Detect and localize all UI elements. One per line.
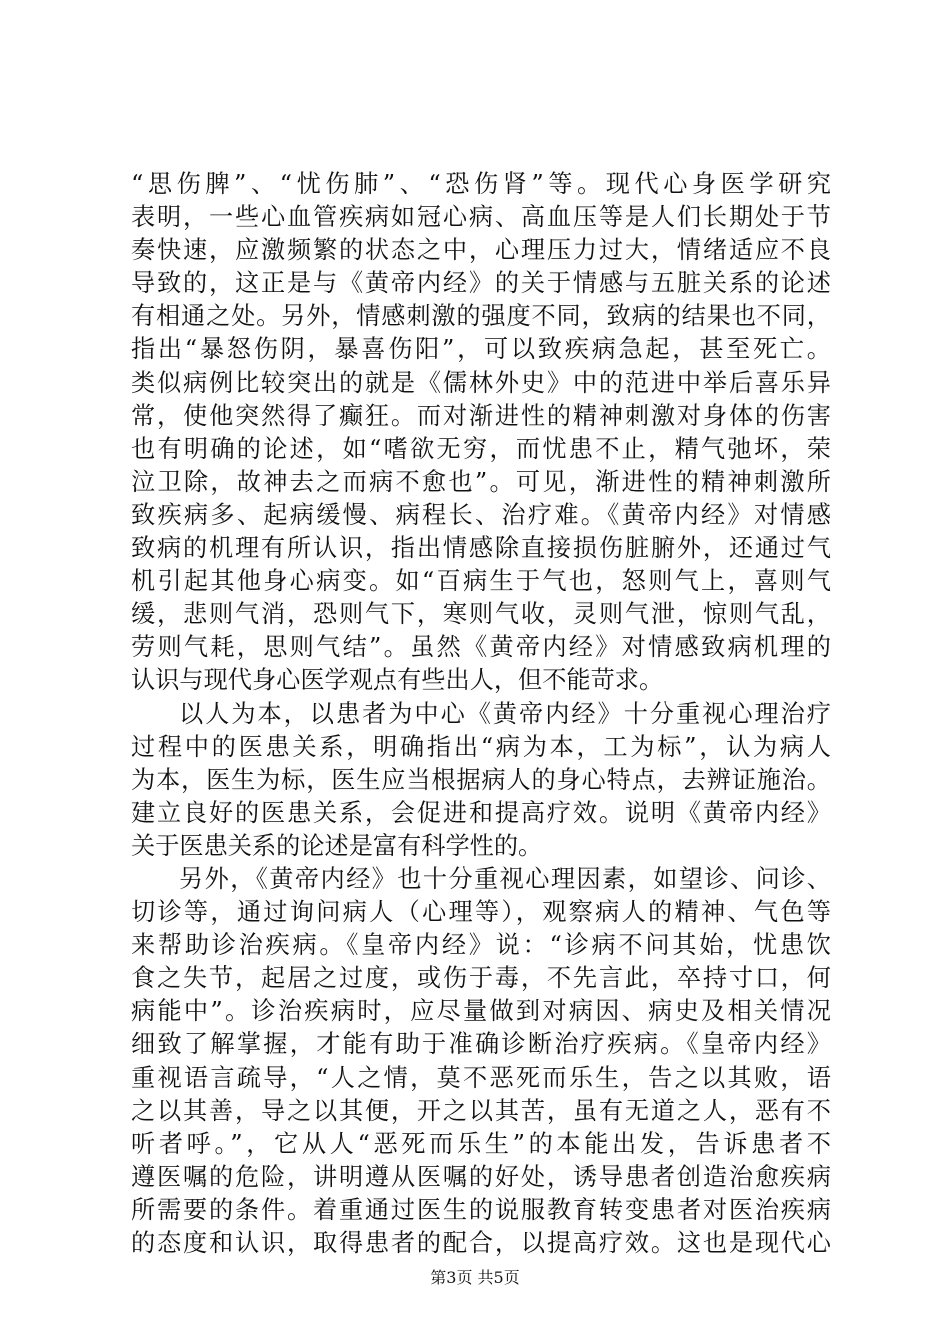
paragraph: [131, 168, 831, 698]
text-line: 关于医患关系的论述是富有科学性的。: [131, 831, 543, 860]
text-line: 听者呼。”，它从人“恶死而乐生”的本能出发，告诉患者不: [131, 1129, 831, 1158]
text-line: 有相通之处。另外，情感刺激的强度不同，致病的结果也不同，: [131, 302, 831, 331]
text-line: 也有明确的论述，如“嗜欲无穷，而忧患不止，精气弛坏，荣: [131, 434, 831, 463]
text-line: 导致的，这正是与《黄帝内经》的关于情感与五脏关系的论述: [131, 269, 831, 298]
text-line: 过程中的医患关系，明确指出“病为本，工为标”，认为病人: [131, 732, 831, 761]
text-line: 所需要的条件。着重通过医生的说服教育转变患者对医治疾病: [131, 1195, 831, 1224]
text-line: 建立良好的医患关系，会促进和提高疗效。说明《黄帝内经》: [131, 798, 831, 827]
text-line: 类似病例比较突出的就是《儒林外史》中的范进中举后喜乐异: [131, 368, 831, 397]
text-line: 泣卫除，故神去之而病不愈也”。可见，渐进性的精神刺激所: [131, 467, 831, 496]
text-line: 缓，悲则气消，恐则气下，寒则气收，灵则气泄，惊则气乱，: [131, 600, 831, 629]
text-line: 奏快速，应激频繁的状态之中，心理压力过大，情绪适应不良: [131, 236, 831, 265]
text-line: “思伤脾”、“忧伤肺”、“恐伤肾”等。现代心身医学研究: [131, 170, 831, 198]
text-line: 为本，医生为标，医生应当根据病人的身心特点，去辨证施治。: [131, 765, 831, 794]
text-line: 细致了解掌握，才能有助于准确诊断治疗疾病。《皇帝内经》: [131, 1030, 831, 1059]
text-line: 重视语言疏导，“人之情，莫不恶死而乐生，告之以其败，语: [131, 1063, 831, 1092]
text-line: 常，使他突然得了癫狂。而对渐进性的精神刺激对身体的伤害: [131, 401, 831, 430]
paragraph: [131, 863, 831, 1260]
text-line: 致病的机理有所认识，指出情感除直接损伤脏腑外，还通过气: [131, 534, 831, 563]
paragraph: [131, 698, 831, 863]
text-line: 另外，《黄帝内经》也十分重视心理因素，如望诊、问诊、: [179, 864, 831, 893]
text-line: 表明，一些心血管疾病如冠心病、高血压等是人们长期处于节: [131, 203, 831, 232]
text-line: 遵医嘱的危险，讲明遵从医嘱的好处，诱导患者创造治愈疾病: [131, 1162, 831, 1191]
text-line: 食之失节，起居之过度，或伤于毒，不先言此，卒持寸口，何: [131, 964, 831, 993]
text-line: 认识与现代身心医学观点有些出人，但不能苛求。: [131, 666, 664, 695]
text-line: 以人为本，以患者为中心《黄帝内经》十分重视心理治疗: [179, 699, 831, 728]
body-text: [131, 168, 831, 1260]
text-line: 致疾病多、起病缓慢、病程长、治疗难。《黄帝内经》对情感: [131, 500, 831, 529]
page-footer: 第3页 共5页: [430, 1268, 520, 1287]
text-line: 之以其善，导之以其便，开之以其苦，虽有无道之人，恶有不: [131, 1096, 831, 1125]
text-line: 病能中”。诊治疾病时，应尽量做到对病因、病史及相关情况: [131, 997, 831, 1026]
text-line: 劳则气耗，思则气结”。虽然《黄帝内经》对情感致病机理的: [131, 633, 831, 662]
text-line: 指出“暴怒伤阴，暴喜伤阳”，可以致疾病急起，甚至死亡。: [131, 335, 831, 364]
text-line: 来帮助诊治疾病。《皇帝内经》说：“诊病不问其始，忧患饮: [131, 931, 831, 960]
text-line: 的态度和认识，取得患者的配合，以提高疗效。这也是现代心: [131, 1229, 831, 1257]
text-line: 机引起其他身心病变。如“百病生于气也，怒则气上，喜则气: [131, 567, 831, 596]
text-line: 切诊等，通过询问病人（心理等），观察病人的精神、气色等: [131, 898, 831, 927]
